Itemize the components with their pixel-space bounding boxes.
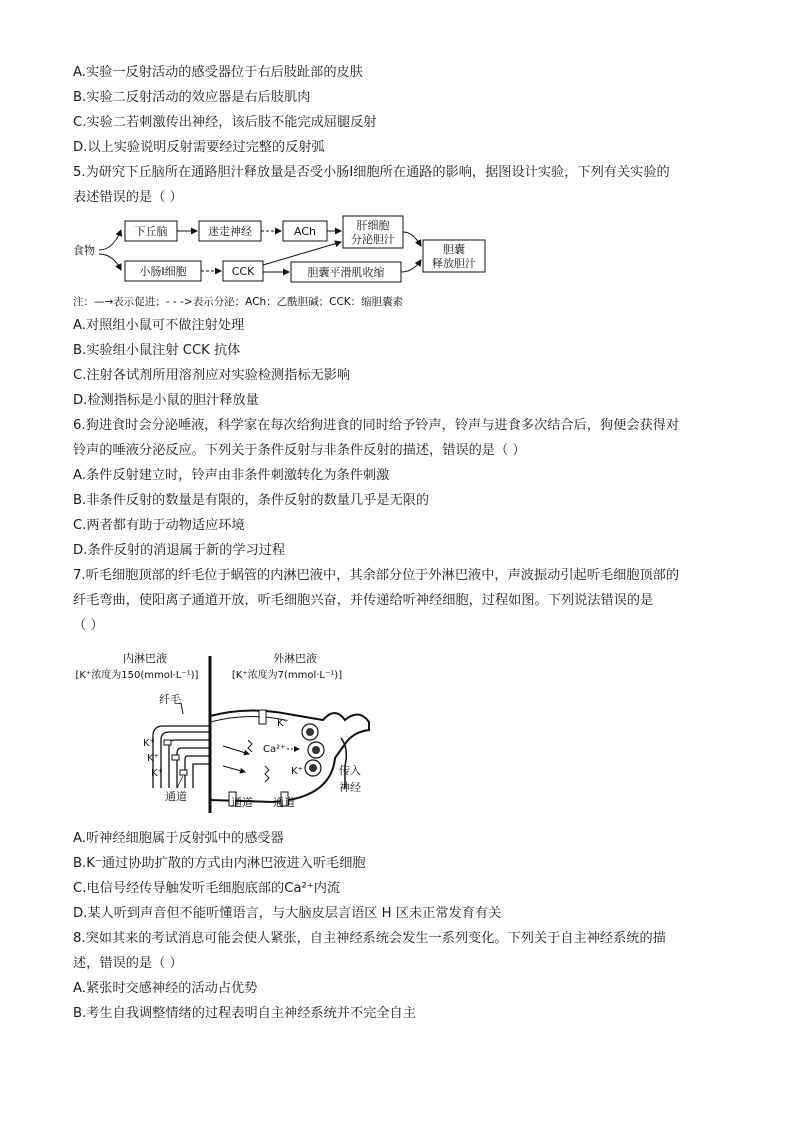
q5-stem-line2: 表述错误的是（ ） [73, 190, 183, 205]
hypothalamus-label: 下丘脑 [134, 225, 168, 238]
q4-option-c: C.实验二若刺激传出神经，该后肢不能完成屈腿反射 [73, 115, 377, 130]
q8-stem-line1: 8.突如其来的考试消息可能会使人紧张，自主神经系统会发生一系列变化。下列关于自主神经系统的描 [73, 931, 666, 946]
gallbladder-label-1: 胆囊 [443, 243, 465, 256]
liver-label-2: 分泌胆汁 [351, 233, 395, 246]
channel-label-1: 通道 [165, 790, 187, 803]
q6-option-c: C.两者都有助于动物适应环境 [73, 518, 245, 533]
q7-option-b: B.K⁻通过协助扩散的方式由内淋巴液进入听毛细胞 [73, 856, 366, 871]
k-label-2: K⁺ [147, 753, 159, 764]
q7-option-c: C.电信号经传导触发听毛细胞底部的Ca²⁺内流 [73, 881, 341, 896]
k-label-4: K⁺ [277, 718, 289, 729]
q7-option-d: D.某人听到声音但不能听懂语言，与大脑皮层言语区 H 区未正常发育有关 [73, 906, 502, 921]
q4-option-a: A.实验一反射活动的感受器位于右后肢趾部的皮肤 [73, 65, 363, 80]
q5-option-b: B.实验组小鼠注射 CCK 抗体 [73, 343, 241, 358]
q6-stem-line1: 6.狗进食时会分泌唾液，科学家在每次给狗进食的同时给予铃声，铃声与进食多次结合后，狗便会获得对 [73, 418, 680, 433]
outer-lymph-conc: [K⁺浓度为7(mmol·L⁻¹)] [231, 670, 343, 681]
k-label-5: K⁺ [291, 766, 303, 777]
ca-label: Ca²⁺ [263, 744, 286, 755]
afferent-label-2: 神经 [339, 781, 361, 794]
q7-stem-line3: （ ） [73, 618, 104, 633]
channel-label-2: 通道 [231, 796, 253, 809]
q5-option-d: D.检测指标是小鼠的胆汁释放量 [73, 393, 259, 408]
q6-option-a: A.条件反射建立时，铃声由非条件刺激转化为条件刺激 [73, 468, 390, 483]
vesicles [302, 724, 324, 776]
intestine-label: 小肠Ⅰ细胞 [139, 265, 187, 278]
q5-option-a: A.对照组小鼠可不做注射处理 [73, 318, 245, 333]
cck-label: CCK [231, 265, 255, 278]
q5-option-c: C.注射各试剂所用溶剂应对实验检测指标无影响 [73, 368, 351, 383]
vagus-label: 迷走神经 [208, 225, 252, 238]
q6-option-d: D.条件反射的消退属于新的学习过程 [73, 543, 286, 558]
inner-lymph-conc: [K⁺浓度为150(mmol·L⁻¹)] [75, 670, 199, 681]
q4-option-d: D.以上实验说明反射需要经过完整的反射弧 [73, 140, 325, 155]
cilia-label: 纤毛 [159, 693, 181, 706]
q7-option-a: A.听神经细胞属于反射弧中的感受器 [73, 831, 284, 846]
q4-option-b: B.实验二反射活动的效应器是右后肢肌肉 [73, 90, 311, 105]
q5-pathway-diagram [73, 212, 493, 312]
q8-stem-line2: 述，错误的是（ ） [73, 956, 183, 971]
hair-cell-diagram [73, 648, 383, 816]
liver-label-1: 肝细胞 [356, 219, 390, 232]
q7-stem-line2: 纤毛弯曲，使阳离子通道开放，听毛细胞兴奋，并传递给听神经细胞，过程如图。下列说法错误的是 [73, 593, 654, 608]
afferent-label-1: 传入 [339, 764, 361, 777]
q6-stem-line2: 铃声的唾液分泌反应。下列关于条件反射与非条件反射的描述，错误的是（ ） [73, 443, 526, 458]
q8-option-a: A.紧张时交感神经的活动占优势 [73, 981, 258, 996]
inner-lymph-title: 内淋巴液 [123, 652, 167, 665]
food-label: 食物 [73, 244, 95, 257]
gallbladder-muscle-label: 胆囊平滑肌收缩 [307, 266, 385, 279]
q6-option-b: B.非条件反射的数量是有限的，条件反射的数量几乎是无限的 [73, 493, 430, 508]
ach-label: ACh [294, 225, 316, 238]
k-label-3: K⁺ [151, 768, 163, 779]
channel-label-3: 通道 [273, 796, 295, 809]
q7-stem-line1: 7.听毛细胞顶部的纤毛位于蜗管的内淋巴液中，其余部分位于外淋巴液中，声波振动引起听毛细胞顶部的 [73, 568, 680, 583]
q8-option-b: B.考生自我调整情绪的过程表明自主神经系统并不完全自主 [73, 1006, 416, 1021]
gallbladder-label-2: 释放胆汁 [432, 257, 476, 270]
q5-stem-line1: 5.为研究下丘脑所在通路胆汁释放量是否受小肠Ⅰ细胞所在通路的影响，据图设计实验，下列有关实验的 [73, 165, 670, 180]
k-label-1: K⁺ [143, 738, 155, 749]
diagram-note: 注：—→表示促进；- - ->表示分泌；ACh：乙酰胆碱；CCK：缩胆囊素 [73, 296, 404, 308]
outer-lymph-title: 外淋巴液 [273, 652, 317, 665]
cell-channel-top [259, 710, 266, 724]
